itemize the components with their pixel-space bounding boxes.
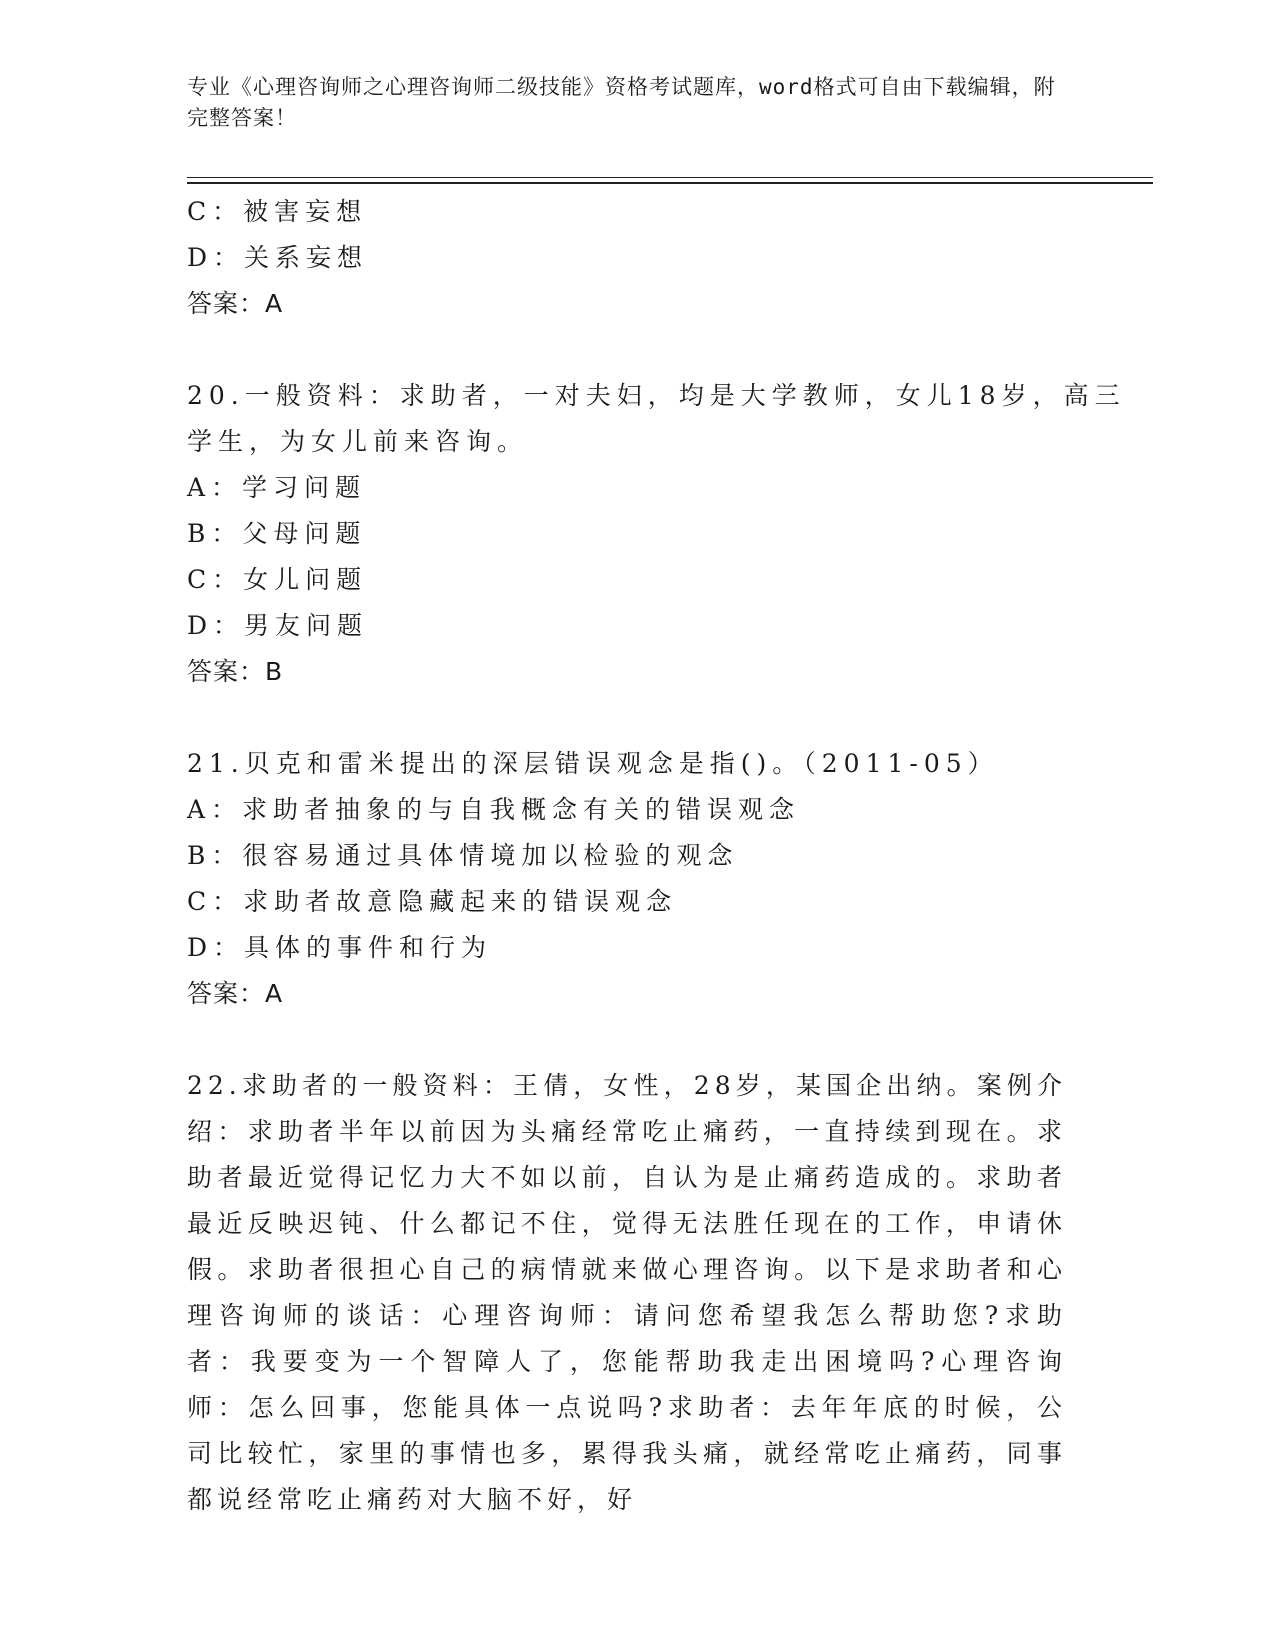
spacer bbox=[187, 695, 1067, 741]
option-d: D：具体的事件和行为 bbox=[187, 933, 493, 962]
option-b: B：父母问题 bbox=[187, 519, 367, 548]
page-header: 专业《心理咨询师之心理咨询师二级技能》资格考试题库，word格式可自由下载编辑，附完整答案！ bbox=[187, 75, 1056, 130]
option-d: D：关系妄想 bbox=[187, 243, 369, 272]
question-stem: 22.求助者的一般资料：王倩，女性，28岁，某国企出纳。案例介绍：求助者半年以前因为头痛经常吃止痛药，一直持续到现在。求助者最近觉得记忆力大不如以前，自认为是止痛药造成的。求助者最近反映迟钝、什么都记不住，觉得无法胜任现在的工作，申请休假。求助者很担心自己的病情就来做心理咨询。以下是求助者和心理咨询师的谈话：心理咨询师：请问您希望我怎么帮助您?求助者：我要变为一个智障人了，您能帮助我走出困境吗?心理咨询师：怎么回事，您能具体一点说吗?求助者：去年年底的时候，公司比较忙，家里的事情也多，累得我头痛，就经常吃止痛药，同事都说经常吃止痛药对大脑不好，好 bbox=[187, 1071, 1067, 1514]
question-19 bbox=[187, 189, 1067, 327]
answer: 答案：A bbox=[187, 979, 284, 1008]
option-c: C：求助者故意隐藏起来的错误观念 bbox=[187, 887, 678, 916]
option-a: A：求助者抽象的与自我概念有关的错误观念 bbox=[187, 795, 801, 824]
question-20 bbox=[187, 373, 1126, 695]
option-b: B：很容易通过具体情境加以检验的观念 bbox=[187, 841, 739, 870]
question-22 bbox=[187, 1063, 1067, 1523]
question-stem: 21.贝克和雷米提出的深层错误观念是指()。（2011-05） bbox=[187, 749, 999, 778]
answer: 答案：B bbox=[187, 657, 284, 686]
question-21 bbox=[187, 741, 1067, 1017]
option-a: A：学习问题 bbox=[187, 473, 367, 502]
header-divider-thick bbox=[187, 182, 1153, 184]
header-divider-thin bbox=[187, 177, 1153, 178]
question-list bbox=[187, 189, 1126, 1523]
option-c: C：被害妄想 bbox=[187, 197, 368, 226]
spacer bbox=[187, 1017, 1067, 1063]
option-c: C：女儿问题 bbox=[187, 565, 368, 594]
question-stem-line: 20.一般资料：求助者，一对夫妇，均是大学教师，女儿18岁，高三 bbox=[187, 381, 1126, 410]
question-stem-line: 学生，为女儿前来咨询。 bbox=[187, 427, 529, 456]
answer: 答案：A bbox=[187, 289, 284, 318]
option-d: D：男友问题 bbox=[187, 611, 369, 640]
spacer bbox=[187, 327, 1067, 373]
